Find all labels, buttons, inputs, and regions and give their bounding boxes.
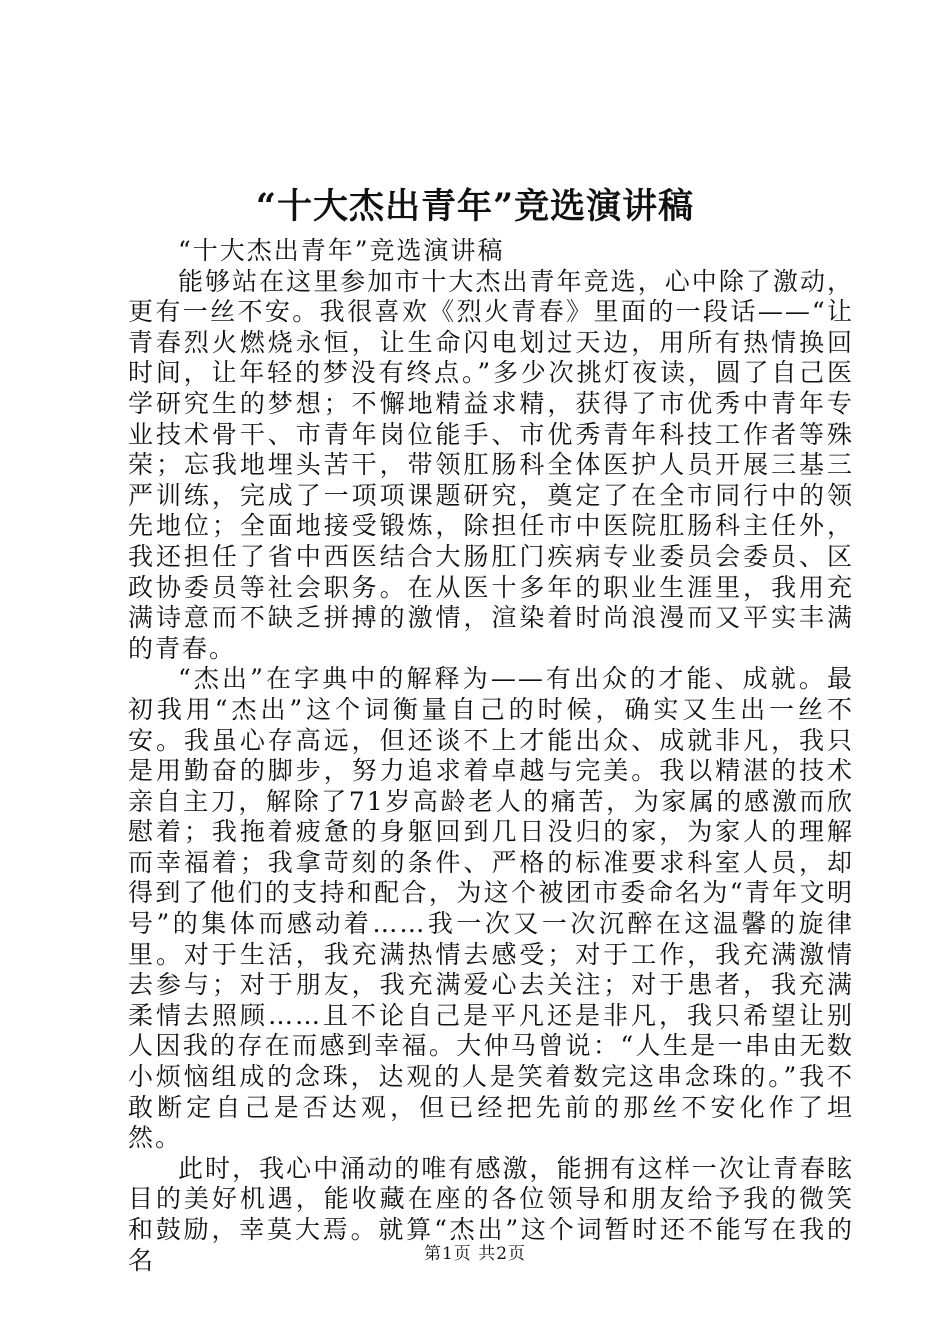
paragraph-3: 此时，我心中涌动的唯有感激，能拥有这样一次让青春眩目的美好机遇，能收藏在座的各位领导和朋友给予我的微笑和鼓励，幸莫大焉。就算“杰出”这个词暂时还不能写在我的名 xyxy=(128,1153,854,1275)
paragraph-1: 能够站在这里参加市十大杰出青年竞选，心中除了激动，更有一丝不安。我很喜欢《烈火青春》里面的一段话——“让青春烈火燃烧永恒，让生命闪电划过天边，用所有热情换回时间，让年轻的梦没有终点。”多少次挑灯夜读，圆了自己医学研究生的梦想；不懈地精益求精，获得了市优秀中青年专业技术骨干、市青年岗位能手、市优秀青年科技工作者等殊荣；忘我地埋头苦干，带领肛肠科全体医护人员开展三基三严训练，完成了一项项课题研究，奠定了在全市同行中的领先地位；全面地接受锻炼，除担任市中医院肛肠科主任外，我还担任了省中西医结合大肠肛门疾病专业委员会委员、区政协委员等社会职务。在从医十多年的职业生涯里，我用充满诗意而不缺乏拼搏的激情，渲染着时尚浪漫而又平实丰满的青春。 xyxy=(128,266,854,663)
page-title: “十大杰出青年”竞选演讲稿 xyxy=(255,186,695,227)
paragraph-2: “杰出”在字典中的解释为——有出众的才能、成就。最初我用“杰出”这个词衡量自己的时候，确实又生出一丝不安。我虽心存高远，但还谈不上才能出众、成就非凡，我只是用勤奋的脚步，努力追求着卓越与完美。我以精湛的技术亲自主刀，解除了71岁高龄老人的痛苦，为家属的感激而欣慰着；我拖着疲惫的身躯回到几日没归的家，为家人的理解而幸福着；我拿苛刻的条件、严格的标准要求科室人员，却得到了他们的支持和配合，为这个被团市委命名为“青年文明号”的集体而感动着……我一次又一次沉醉在这温馨的旋律里。对于生活，我充满热情去感受；对于工作，我充满激情去参与；对于朋友，我充满爱心去关注；对于患者，我充满柔情去照顾……且不论自己是平凡还是非凡，我只希望让别人因我的存在而感到幸福。大仲马曾说：“人生是一串由无数小烦恼组成的念珠，达观的人是笑着数完这串念珠的。”我不敢断定自己是否达观，但已经把先前的那丝不安化作了坦然。 xyxy=(128,664,854,1153)
page-footer xyxy=(0,1242,950,1266)
document-body xyxy=(128,236,854,1276)
page-number-current: 第1页 xyxy=(423,1244,472,1264)
document-subtitle: “十大杰出青年”竞选演讲稿 xyxy=(178,236,505,265)
page-number-total: 共2页 xyxy=(478,1244,527,1264)
